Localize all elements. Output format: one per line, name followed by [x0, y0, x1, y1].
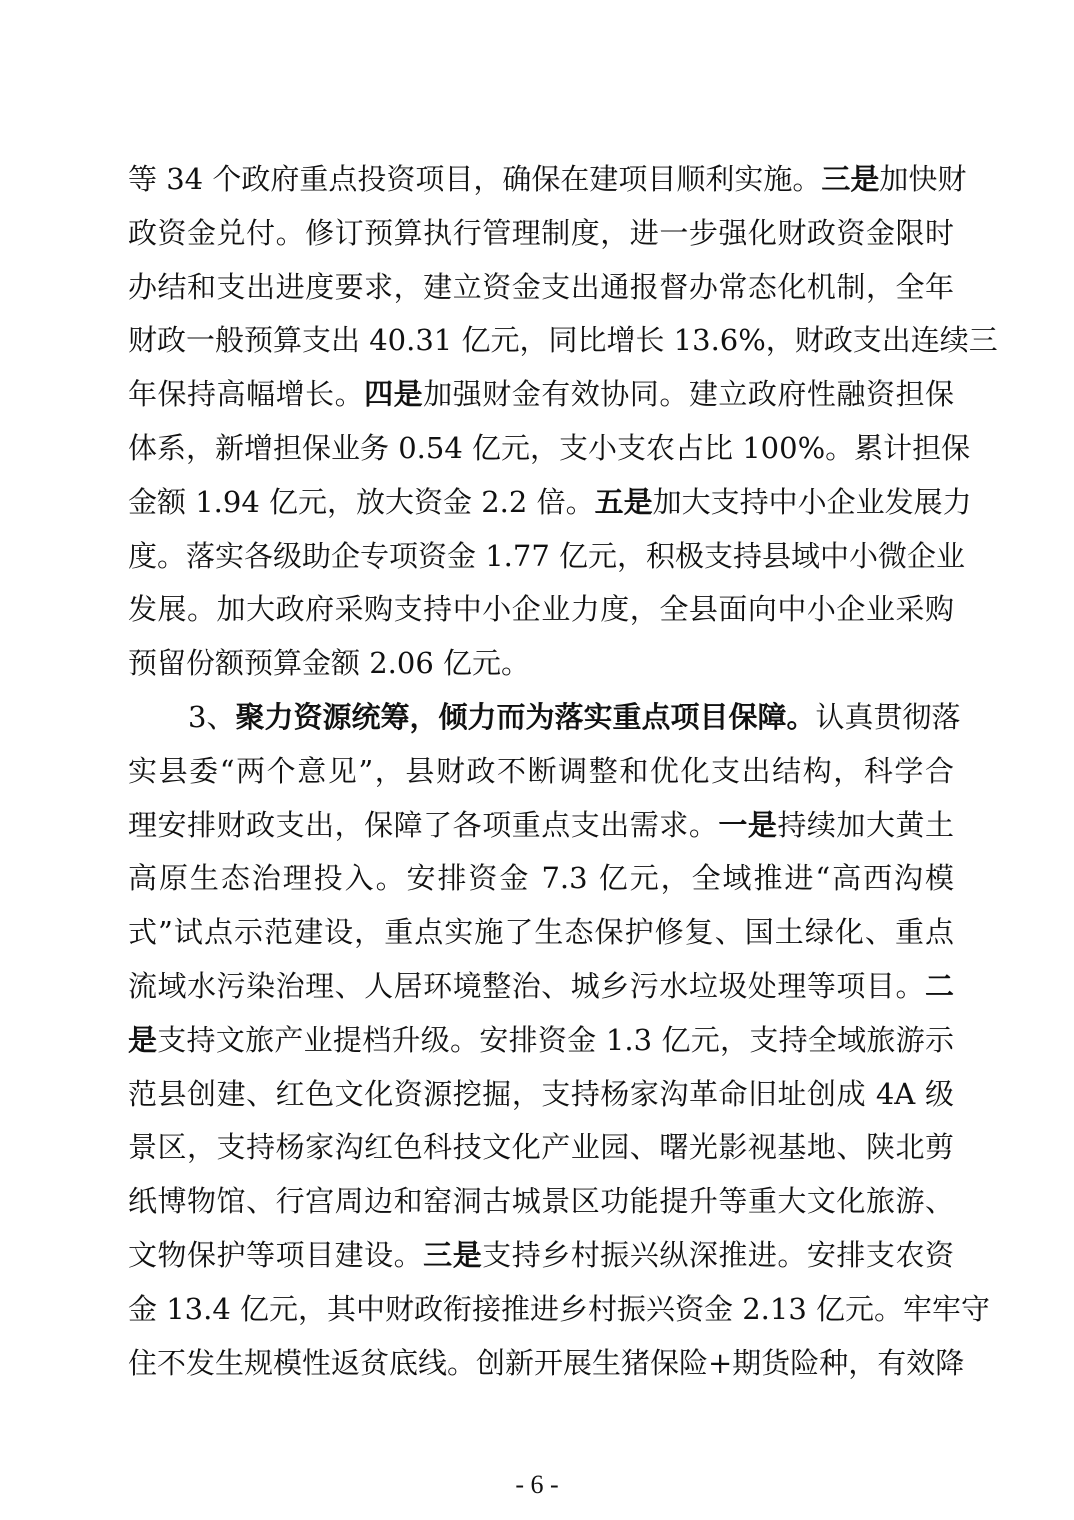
text-line [128, 1336, 965, 1390]
text-line [128, 1174, 954, 1228]
text-segment: 认真贯彻落 [815, 700, 961, 734]
text-line [128, 367, 954, 421]
text-segment: 流域水污染治理、人居环境整治、城乡污水垃圾处理等项目。 [128, 969, 925, 1003]
bold-text: 五是 [594, 484, 653, 519]
text-line [128, 529, 966, 583]
text-line [128, 475, 972, 529]
text-segment: 高原生态治理投入。安排资金 7.3 亿元，全域推进“高西沟模 [128, 861, 954, 896]
text-line [128, 636, 954, 690]
text-segment: 年保持高幅增长。 [128, 377, 365, 412]
text-segment: 体系，新增担保业务 0.54 亿元，支小支农占比 100%。累计担保 [128, 431, 971, 465]
text-segment: 持续加大黄土 [777, 807, 954, 842]
text-line [128, 851, 954, 905]
text-line [128, 421, 971, 475]
text-line [128, 260, 954, 314]
text-line [128, 1228, 954, 1282]
text-line [188, 690, 961, 744]
text-line [128, 1013, 954, 1067]
text-line [128, 313, 998, 367]
text-segment: 办结和支出进度要求，建立资金支出通报督办常态化机制，全年 [128, 269, 954, 304]
text-segment: 度。落实各级助企专项资金 1.77 亿元，积极支持县域中小微企业 [128, 538, 966, 573]
bold-text: 三是 [423, 1238, 483, 1272]
bold-text: 聚力资源统筹，倾力而为落实重点项目保障。 [235, 700, 816, 734]
text-segment: 加大支持中小企业发展力 [652, 484, 972, 519]
page-number: - 6 - [515, 1470, 559, 1499]
text-line [128, 1120, 954, 1174]
text-segment: 预留份额预算金额 2.06 亿元。 [128, 646, 531, 681]
text-segment: 政资金兑付。修订预算执行管理制度，进一步强化财政资金限时 [128, 215, 954, 250]
bold-text: 一是 [718, 807, 778, 842]
bold-text: 是 [128, 1022, 158, 1057]
text-segment: 发展。加大政府采购支持中小企业力度，全县面向中小企业采购 [128, 592, 954, 627]
text-segment: 金额 1.94 亿元，放大资金 2.2 倍。 [128, 484, 595, 519]
bold-text: 三是 [821, 162, 880, 196]
text-segment: 式”试点示范建设，重点实施了生态保护修复、国土绿化、重点 [128, 915, 954, 950]
text-line [128, 744, 954, 798]
text-segment: 文物保护等项目建设。 [128, 1238, 424, 1272]
text-line [128, 1067, 954, 1121]
bold-text: 四是 [364, 377, 424, 412]
text-line [128, 582, 954, 636]
text-line [128, 798, 954, 852]
text-segment: 金 13.4 亿元，其中财政衔接推进乡村振兴资金 2.13 亿元。牢牢守 [128, 1291, 991, 1326]
text-segment: 范县创建、红色文化资源挖掘，支持杨家沟革命旧址创成 4A 级 [128, 1076, 954, 1111]
text-line [128, 1282, 991, 1336]
text-segment: 实县委“两个意见”，县财政不断调整和优化支出结构，科学合 [128, 753, 954, 788]
text-segment: 理安排财政支出，保障了各项重点支出需求。 [128, 807, 719, 842]
text-segment: 纸博物馆、行宫周边和窑洞古城景区功能提升等重大文化旅游、 [128, 1184, 954, 1219]
text-segment: 加强财金有效协同。建立政府性融资担保 [423, 377, 954, 412]
bold-text: 二 [924, 969, 954, 1003]
text-segment: 财政一般预算支出 40.31 亿元，同比增长 13.6%，财政支出连续三 [128, 323, 998, 358]
text-segment: 3、 [188, 700, 236, 734]
text-segment: 等 34 个政府重点投资项目，确保在建项目顺利实施。 [128, 162, 822, 196]
text-line [128, 905, 954, 959]
text-segment: 支持乡村振兴纵深推进。安排支农资 [482, 1238, 954, 1272]
text-segment: 景区，支持杨家沟红色科技文化产业园、曙光影视基地、陕北剪 [128, 1130, 954, 1165]
text-segment: 支持文旅产业提档升级。安排资金 1.3 亿元，支持全域旅游示 [157, 1022, 954, 1057]
text-line [128, 152, 967, 206]
text-segment: 加快财 [879, 162, 967, 196]
text-line [128, 206, 954, 260]
text-line [128, 959, 954, 1013]
text-segment: 住不发生规模性返贫底线。创新开展生猪保险+期货险种，有效降 [128, 1345, 965, 1380]
